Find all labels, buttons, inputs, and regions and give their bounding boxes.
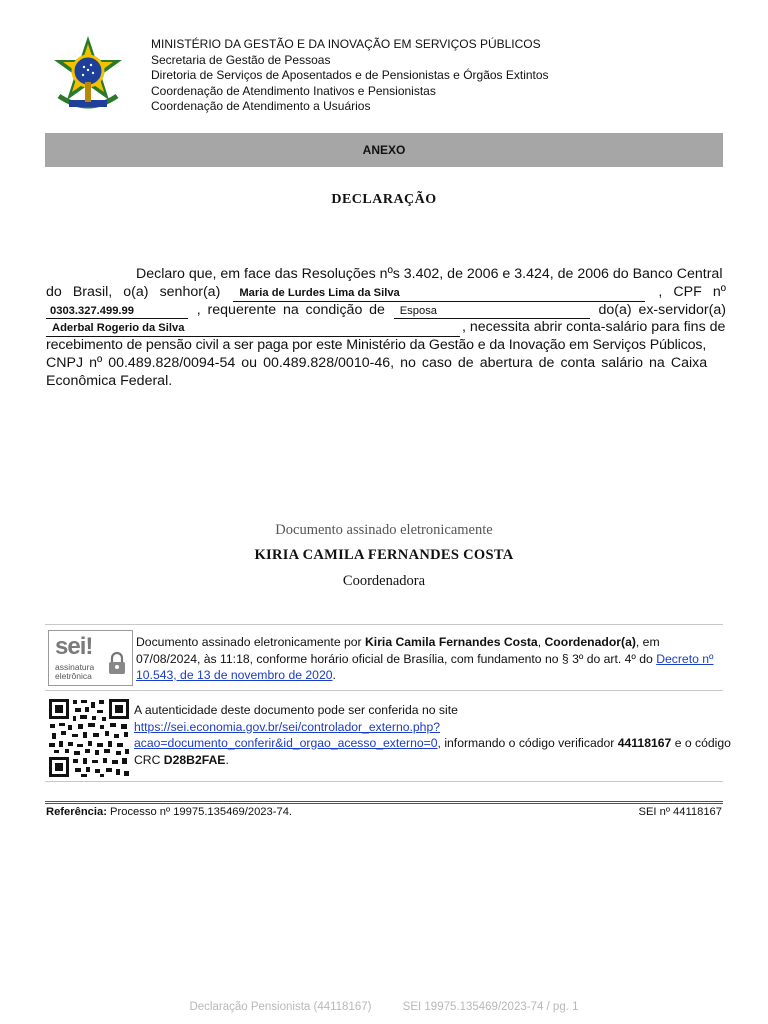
verification-link-params[interactable]: acao=documento_conferir&id_orgao_acesso_externo=0 (134, 736, 438, 750)
page-footer-process: SEI 19975.135469/2023-74 / pg. 1 (402, 1001, 579, 1013)
signature-caption: Documento assinado eletronicamente (275, 522, 493, 538)
signer-name: KIRIA CAMILA FERNANDES COSTA (254, 547, 514, 563)
coat-of-arms-icon (47, 34, 129, 116)
paragraph-line-5: recebimento de pensão civil a ser paga por este Ministério da Gestão e da Inovação em Serviços Públicos, (46, 337, 707, 354)
directorate-line: Diretoria de Serviços de Aposentados e de Pensionistas e Órgãos Extintos (151, 68, 549, 83)
header-lines (151, 37, 549, 115)
qr-code-icon (48, 698, 130, 778)
sei-logo-subtitle: assinatura eletrônica (55, 662, 95, 681)
coordination-line-1: Coordenação de Atendimento Inativos e Pensionistas (151, 83, 436, 98)
beneficiary-name-field: Maria de Lurdes Lima da Silva (233, 288, 645, 302)
signature-box-top-rule (45, 624, 723, 625)
crc-code: D28B2FAE (163, 752, 226, 767)
page-footer (0, 1001, 768, 1013)
page-footer-document: Declaração Pensionista (44118167) (189, 1001, 372, 1013)
sei-number: SEI nº 44118167 (638, 806, 722, 818)
verifier-code: 44118167 (617, 736, 672, 750)
cpf-field: 0303.327.499.99 (46, 305, 188, 319)
paragraph-line-3: 0303.327.499.99 , requerente na condição de Esposa do(a) ex-servidor(a) (46, 302, 726, 320)
decree-link[interactable]: Decreto nº 10.543, de 13 de novembro de 2020 (136, 651, 714, 682)
signature-box-bottom-rule (45, 781, 723, 782)
sei-logo-word: sei! (55, 633, 93, 660)
condition-field: Esposa (394, 305, 590, 319)
ministry-line: MINISTÉRIO DA GESTÃO E DA INOVAÇÃO EM SERVIÇOS PÚBLICOS (151, 37, 541, 51)
paragraph-line-7: Econômica Federal. (46, 372, 173, 389)
annex-bar (45, 133, 723, 167)
paragraph-line-6: CNPJ nº 00.489.828/0094-54 ou 00.489.828/0010-46, no caso de abertura de conta salário na Caixa (46, 354, 708, 371)
secretariat-line: Secretaria de Gestão de Pessoas (151, 52, 331, 67)
verification-link[interactable]: https://sei.economia.gov.br/sei/controlador_externo.php? (134, 719, 440, 734)
signer-role: Coordenadora (342, 573, 426, 589)
coordination-line-2: Coordenação de Atendimento a Usuários (151, 99, 371, 114)
padlock-icon (108, 651, 126, 675)
annex-label: ANEXO (362, 143, 406, 157)
declaration-paragraph (46, 266, 726, 391)
signature-box-middle-rule (45, 690, 723, 691)
paragraph-line-2: do Brasil, o(a) senhor(a) Maria de Lurdes Lima da Silva , CPF nº (46, 283, 726, 300)
electronic-signature-text: Documento assinado eletronicamente por Kiria Camila Fernandes Costa, Coordenador(a), em 07/08/2024, às 11:18, conforme horário oficial de Brasília, com fundamento no § 3º do art. 4º do Decreto nº 10.543, de 13 de novembro de 2020. (136, 635, 714, 682)
ex-servant-field: Aderbal Rogerio da Silva (46, 323, 460, 337)
process-reference: Referência: Processo nº 19975.135469/2023-74. (46, 806, 293, 818)
footer-rule (45, 801, 723, 804)
document-title: DECLARAÇÃO (331, 192, 437, 207)
sei-signature-logo (48, 630, 133, 686)
authenticity-text: A autenticidade deste documento pode ser conferida no site https://sei.economia.gov.br/sei/controlador_externo.php? acao=documento_conferir&id_orgao_acesso_externo=0, informando o código verificador 44118167 e o código CRC D28B2FAE. (134, 703, 731, 767)
paragraph-line-1: Declaro que, em face das Resoluções nºs 3.402, de 2006 e 3.424, de 2006 do Banco Central (136, 266, 723, 282)
paragraph-line-4: Aderbal Rogerio da Silva , necessita abrir conta-salário para fins de (46, 319, 726, 337)
